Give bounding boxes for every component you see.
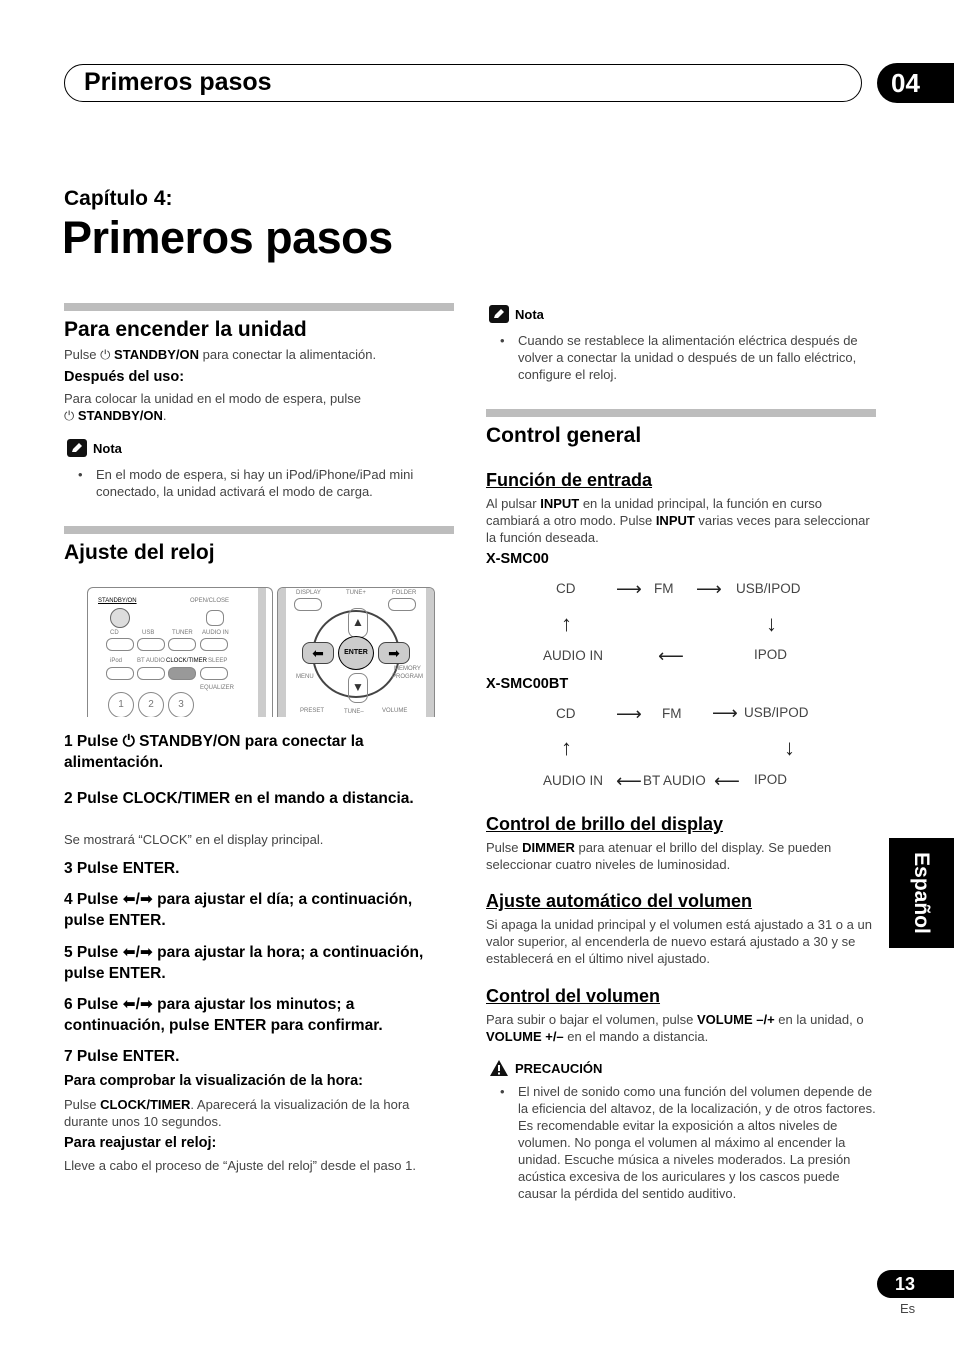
flow-cd: CD [556, 581, 576, 596]
caution-heading: PRECAUCIÓN [489, 1059, 602, 1077]
number-2-button[interactable]: 2 [138, 692, 164, 717]
left-arrow-icon[interactable]: ⬅ [302, 642, 334, 664]
language-tab [889, 838, 954, 948]
tune-up-arrow-icon[interactable]: ▲ [348, 608, 368, 638]
caution-bullet: • El nivel de sonido como una función del volumen depende de la eficiencia del altavoz, de la localización, y de otros factores. Es recomendable evitar la exposición a altos niveles de volumen. No ponga el volumen al máximo al encender la unidad. Escuche música a niveles moderados. La presión acústica excesiva de los auriculares y los cascos puede causar la pérdida del sentido auditivo. [518, 1083, 878, 1202]
cd-button[interactable] [106, 638, 134, 651]
input-function-text: Al pulsar INPUT en la unidad principal, la función en curso cambiará a otro modo. Pulse INPUT varias veces para seleccionar la función deseada. [486, 496, 870, 545]
flow-ipod: IPOD [754, 772, 788, 787]
remote-illustration-right: DISPLAY TUNE+ FOLDER ▲ ▼ ⬅ ➡ ENTER MENU MEMORY PROGRAM PRESET TUNE– VOLUME [277, 587, 435, 717]
tuner-button[interactable] [168, 638, 196, 651]
arrow-left-icon: ⟵ [658, 646, 684, 666]
power-icon: ⏻ [100, 347, 115, 362]
note-heading: Nota [489, 305, 544, 323]
arrow-down-icon: ↓ [784, 735, 795, 760]
pencil-note-icon [67, 439, 87, 457]
flow-usb-ipod: USB/IPOD [744, 705, 809, 720]
clock-timer-button[interactable] [168, 667, 196, 680]
header-title: Primeros pasos [84, 68, 272, 96]
tune-down-arrow-icon[interactable]: ▼ [348, 673, 368, 703]
remote-edge [426, 588, 434, 717]
after-use-heading: Después del uso: [64, 369, 185, 385]
note-bullet: • En el modo de espera, si hay un iPod/iPhone/iPad mini conectado, la unidad activará el modo de carga. [96, 466, 456, 500]
input-function-heading: Función de entrada [486, 470, 653, 490]
language-tab-label: Español [910, 852, 933, 934]
display-button[interactable] [294, 598, 322, 611]
chapter-title: Primeros pasos [62, 212, 393, 263]
dimmer-heading: Control de brillo del display [486, 814, 724, 834]
check-time-heading: Para comprobar la visualización de la hora: [64, 1073, 363, 1089]
step-1: 1 Pulse ⏻ STANDBY/ON para conectar la alimentación. [64, 733, 364, 771]
section-divider [64, 303, 454, 311]
flow-fm: FM [654, 581, 674, 596]
step-4: 4 Pulse ⬅/➡ para ajustar el día; a continuación, pulse ENTER. [64, 891, 413, 929]
arrow-right-icon: ⟶ [616, 579, 642, 599]
step-3: 3 Pulse ENTER. [64, 860, 180, 877]
clock-heading: Ajuste del reloj [64, 541, 215, 564]
chapter-number-badge: 04 [877, 63, 954, 103]
after-use-text: Para colocar la unidad en el modo de espera, pulse ⏻ STANDBY/ON. [64, 391, 362, 423]
standby-button[interactable] [110, 608, 130, 628]
power-heading: Para encender la unidad [64, 318, 307, 341]
arrow-up-icon: ↑ [561, 611, 572, 636]
step-2-note: Se mostrará “CLOCK” en el display principal. [64, 832, 324, 847]
power-icon: ⏻ [64, 408, 78, 423]
note-bullet: • Cuando se restablece la alimentación eléctrica después de volver a conectar la unidad o después de un fallo eléctrico, configure el reloj. [518, 332, 878, 383]
page-language: Es [900, 1301, 916, 1316]
remote-illustration-left: STANDBY/ON OPEN/CLOSE CD USB TUNER AUDIO IN iPod BT AUDIO CLOCK/TIMER SLEEP EQUALIZER 1 2 3 [87, 587, 273, 717]
bt-audio-button[interactable] [137, 667, 165, 680]
flow-fm: FM [662, 706, 682, 721]
volume-heading: Control del volumen [486, 986, 661, 1006]
usb-button[interactable] [137, 638, 165, 651]
step-2: 2 Pulse CLOCK/TIMER en el mando a distancia. [64, 790, 414, 807]
flow-cd: CD [556, 706, 576, 721]
eject-button[interactable] [206, 610, 224, 626]
warning-triangle-icon [489, 1059, 509, 1077]
section-divider [486, 409, 876, 417]
power-text: Pulse ⏻ STANDBY/ON para conectar la alimentación. [64, 347, 377, 362]
model-2-label: X-SMC00BT [486, 676, 569, 692]
reset-clock-heading: Para reajustar el reloj: [64, 1135, 217, 1151]
flow-ipod: IPOD [754, 647, 788, 662]
arrow-down-icon: ↓ [766, 611, 777, 636]
page-number: 13 [877, 1270, 954, 1298]
step-6: 6 Pulse ⬅/➡ para ajustar los minutos; a continuación, pulse ENTER para confirmar. [64, 996, 383, 1034]
model-1-label: X-SMC00 [486, 551, 549, 567]
check-time-text: Pulse CLOCK/TIMER. Aparecerá la visualización de la hora durante unos 10 segundos. [64, 1097, 410, 1129]
note-heading: Nota [67, 439, 122, 457]
flow-usb-ipod: USB/IPOD [736, 581, 801, 596]
auto-volume-text: Si apaga la unidad principal y el volumen está ajustado a 31 o a un valor superior, al encenderla de nuevo estará ajustado a 30 y se establecerá en el último nivel ajustado. [486, 917, 872, 966]
flow-audio-in: AUDIO IN [543, 773, 604, 788]
chapter-label: Capítulo 4: [64, 187, 173, 210]
audio-in-button[interactable] [200, 638, 228, 651]
arrow-left-icon: ⟵ [714, 771, 740, 791]
right-arrow-icon[interactable]: ➡ [378, 642, 410, 664]
arrow-left-icon: ⟵ [616, 771, 642, 791]
step-5: 5 Pulse ⬅/➡ para ajustar la hora; a continuación, pulse ENTER. [64, 944, 424, 982]
volume-text: Para subir o bajar el volumen, pulse VOLUME –/+ en la unidad, o VOLUME +/– en el mando a distancia. [486, 1012, 864, 1044]
number-1-button[interactable]: 1 [108, 692, 134, 717]
step-7: 7 Pulse ENTER. [64, 1048, 180, 1065]
remote-edge [258, 588, 266, 717]
remote-edge [278, 588, 286, 717]
sleep-button[interactable] [200, 667, 228, 680]
arrow-right-icon: ⟶ [616, 704, 642, 724]
arrow-up-icon: ↑ [561, 735, 572, 760]
flow-bt-audio: BT AUDIO [643, 773, 706, 788]
folder-button[interactable] [388, 598, 416, 611]
flow-audio-in: AUDIO IN [543, 648, 604, 663]
arrow-right-icon: ⟶ [696, 579, 722, 599]
arrow-right-icon: ⟶ [712, 703, 738, 723]
section-divider [64, 526, 454, 534]
number-3-button[interactable]: 3 [168, 692, 194, 717]
enter-button[interactable]: ENTER [338, 636, 374, 670]
dimmer-text: Pulse DIMMER para atenuar el brillo del display. Se pueden seleccionar cuatro niveles de luminosidad. [486, 840, 832, 872]
ipod-button[interactable] [106, 667, 134, 680]
general-heading: Control general [486, 424, 642, 447]
auto-volume-heading: Ajuste automático del volumen [486, 891, 753, 911]
pencil-note-icon [489, 305, 509, 323]
reset-clock-text: Lleve a cabo el proceso de “Ajuste del reloj” desde el paso 1. [64, 1158, 416, 1173]
